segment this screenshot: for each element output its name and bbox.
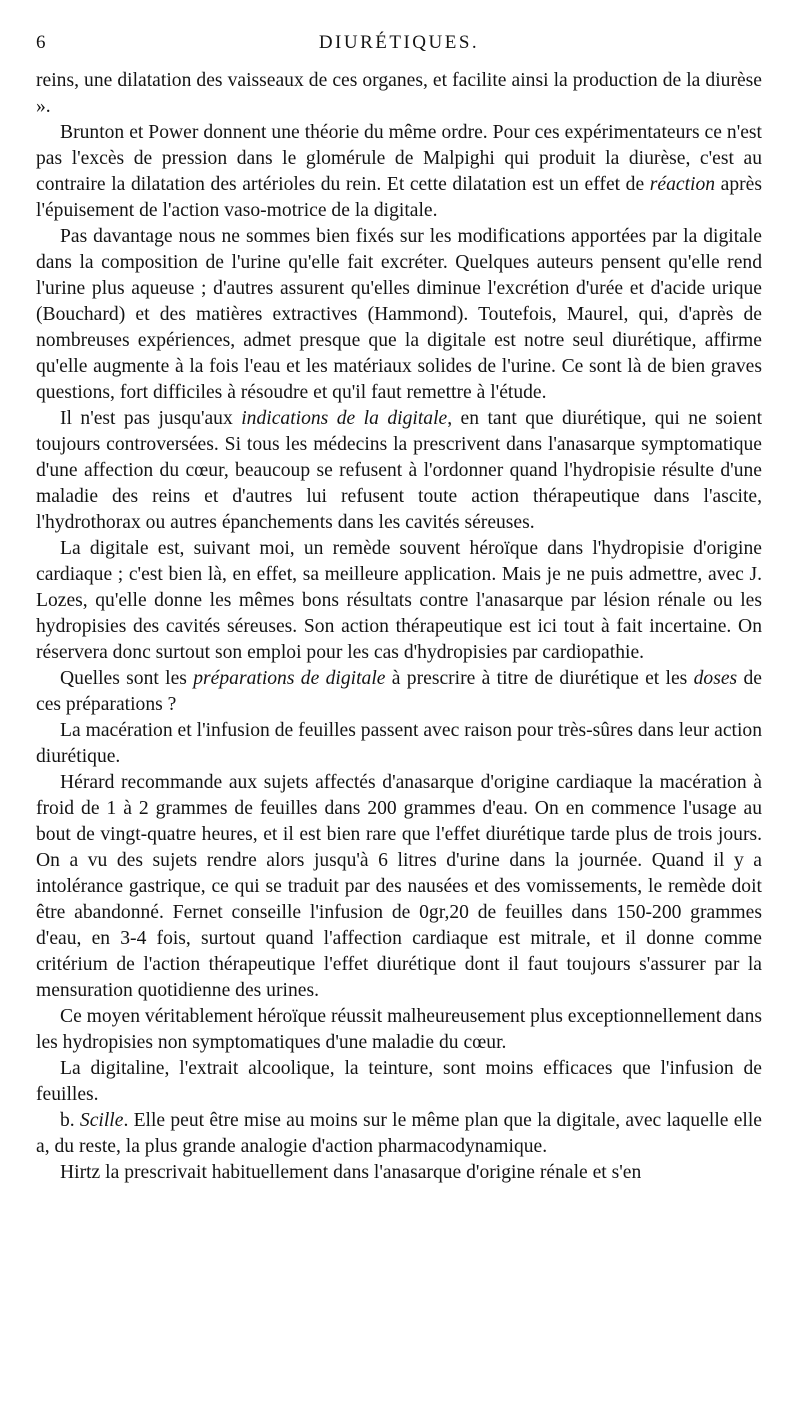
body-text	[36, 68, 762, 1186]
text-run: b.	[60, 1110, 80, 1131]
text-run: après l'épuisement de l'action vaso-motrice de la digitale.	[36, 174, 762, 221]
text-run: de ces préparations ?	[36, 668, 762, 715]
italic-run: réaction	[649, 174, 716, 195]
paragraph	[36, 120, 762, 224]
paragraph	[36, 224, 762, 406]
paragraph	[36, 68, 762, 120]
italic-run: préparations de digitale	[193, 668, 386, 689]
paragraph	[36, 536, 762, 666]
paragraph	[36, 1160, 762, 1186]
italic-run: Scille	[79, 1110, 124, 1131]
italic-run: indications de la digitale	[241, 408, 448, 429]
text-run: Ce moyen véritablement héroïque réussit malheureusement plus exceptionnellement dans les hydropisies non symptomatiques d'une maladie du cœur.	[36, 1006, 762, 1053]
text-run: Quelles sont les	[60, 668, 194, 689]
running-title: DIURÉTIQUES.	[318, 32, 480, 53]
text-run: , en tant que diurétique, qui ne soient toujours controversées. Si tous les médecins la prescrivent dans l'anasarque symptomatique d'une affection du cœur, beaucoup se refusent à l'ordonner quand l'hydropisie résulte d'une maladie des reins et d'autres lui refusent toute action thérapeutique dans l'ascite, l'hydrothorax ou autres épanchements dans les cavités séreuses.	[36, 408, 763, 533]
paragraph	[36, 1004, 762, 1056]
text-run: . Elle peut être mise au moins sur le même plan que la digitale, avec laquelle elle a, du reste, la plus grande analogie d'action pharmacodynamique.	[36, 1110, 762, 1157]
text-run: La digitaline, l'extrait alcoolique, la teinture, sont moins efficaces que l'infusion de feuilles.	[36, 1058, 762, 1105]
text-run: Il n'est pas jusqu'aux	[60, 408, 242, 429]
paragraph	[36, 718, 762, 770]
italic-run: doses	[693, 668, 738, 689]
text-run: Brunton et Power donnent une théorie du même ordre. Pour ces expérimentateurs ce n'est pas l'excès de pression dans le glomérule de Malpighi qui produit la diurèse, c'est au contraire la dilatation des artérioles du rein. Et cette dilatation est un effet de	[36, 122, 762, 195]
page-header	[36, 28, 762, 68]
page-number: 6	[36, 32, 47, 53]
paragraph	[36, 1108, 762, 1160]
paragraph	[36, 406, 762, 536]
paragraph	[36, 770, 762, 1004]
text-run: Hérard recommande aux sujets affectés d'anasarque d'origine cardiaque la macération à froid de 1 à 2 grammes de feuilles dans 200 grammes d'eau. On en commence l'usage au bout de vingt-quatre heures, et il est bien rare que l'effet diurétique tarde plus de trois jours. On a vu des sujets rendre alors jusqu'à 6 litres d'urine dans la journée. Quand il y a intolérance gastrique, ce qui se traduit par des nausées et des vomissements, le remède doit être abandonné. Fernet conseille l'infusion de 0gr,20 de feuilles dans 150-200 grammes d'eau, en 3-4 fois, surtout quand l'affection cardiaque est mitrale, et il donne comme critérium de l'action thérapeutique l'effet diurétique dont il faut toujours s'assurer par la mensuration quotidienne des urines.	[36, 772, 762, 1001]
text-run: La digitale est, suivant moi, un remède souvent héroïque dans l'hydropisie d'origine cardiaque ; c'est bien là, en effet, sa meilleure application. Mais je ne puis admettre, avec J. Lozes, qu'elle donne les mêmes bons résultats contre l'anasarque par lésion rénale ou les hydropisies des cavités séreuses. Son action thérapeutique est ici tout à fait incertaine. On réservera donc surtout son emploi pour les cas d'hydropisies par cardiopathie.	[36, 538, 762, 663]
paragraph	[36, 666, 762, 718]
text-run: La macération et l'infusion de feuilles passent avec raison pour très-sûres dans leur action diurétique.	[36, 720, 762, 767]
text-run: à prescrire à titre de diurétique et les	[385, 668, 694, 689]
text-run: Pas davantage nous ne sommes bien fixés sur les modifications apportées par la digitale dans la composition de l'urine qu'elle fait excréter. Quelques auteurs pensent qu'elle rend l'urine plus aqueuse ; d'autres assurent qu'elles diminue l'excrétion d'urée et d'acide urique (Bouchard) et des matières extractives (Hammond). Toutefois, Maurel, qui, d'après de nombreuses expériences, admet presque que la digitale est notre seul diurétique, affirme qu'elle augmente à la fois l'eau et les matériaux solides de l'urine. Ce sont là de bien graves questions, fort difficiles à résoudre et qu'il faut remettre à l'étude.	[36, 226, 762, 403]
paragraph	[36, 1056, 762, 1108]
text-run: Hirtz la prescrivait habituellement dans l'anasarque d'origine rénale et s'en	[60, 1162, 642, 1183]
text-run: reins, une dilatation des vaisseaux de ces organes, et facilite ainsi la production de la diurèse ».	[36, 70, 762, 117]
